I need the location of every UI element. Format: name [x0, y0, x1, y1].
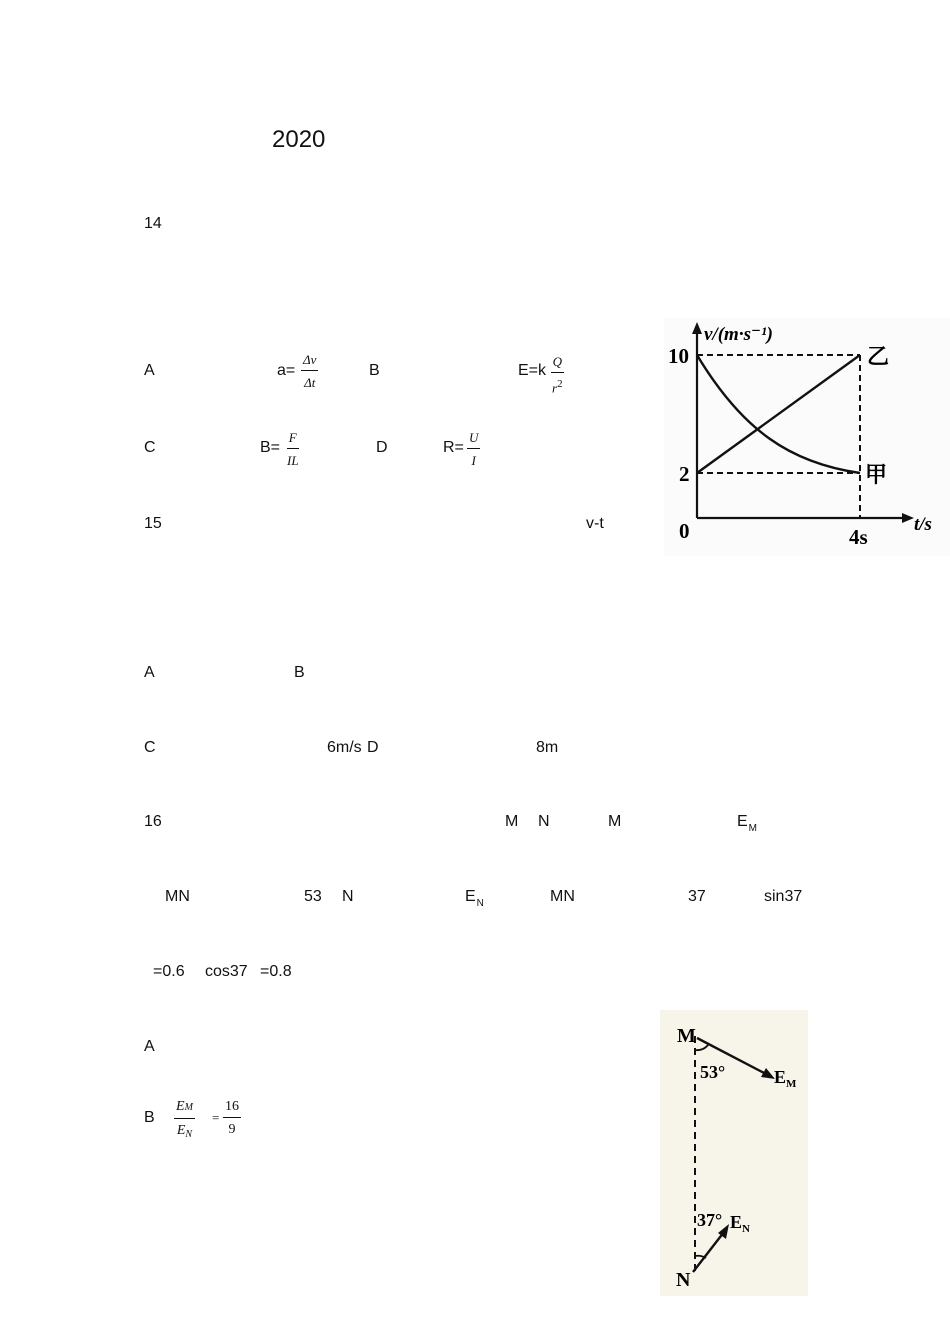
point-m-label: M	[677, 1025, 696, 1047]
q16-segment-mn: MN	[165, 888, 190, 905]
value-numerator: 16	[223, 1099, 241, 1118]
q16-cos-value: =0.8	[260, 963, 292, 980]
angle-arc-m	[695, 1045, 708, 1050]
curve-label-jia: 甲	[865, 462, 888, 487]
q16-point-n2: N	[342, 888, 354, 905]
q14-number: 14	[144, 215, 162, 232]
fraction-denominator: Δt	[304, 375, 316, 390]
fraction-denominator: I	[471, 453, 476, 468]
electric-field-diagram-svg	[660, 1010, 808, 1296]
q15-option-d-value: 8m	[536, 739, 559, 756]
curve-label-yi: 乙	[867, 344, 890, 369]
q14-option-c-fraction	[285, 430, 301, 468]
denominator-exponent: 2	[557, 378, 563, 390]
q16-cos37: cos37	[205, 963, 248, 980]
series-line-yi	[697, 355, 860, 473]
en-label: $E_N$	[730, 1212, 750, 1235]
q16-number: 16	[144, 813, 162, 830]
q16-field-en: $E_N$	[465, 888, 484, 909]
em-label: $E_M$	[774, 1067, 797, 1090]
q14-option-b-label: B	[369, 362, 380, 379]
q16-option-b-equals: =	[212, 1110, 220, 1125]
point-n-label: N	[676, 1269, 691, 1291]
angle-53-label: 53°	[700, 1062, 726, 1082]
velocity-time-graph-svg	[664, 318, 950, 556]
q15-option-c-value: 6m/s	[327, 739, 362, 756]
fraction-denominator: IL	[287, 453, 299, 468]
q14-option-a-label: A	[144, 362, 155, 379]
en-arrow-line	[693, 1232, 724, 1272]
y-axis-arrow	[692, 322, 702, 334]
q14-option-d-fraction	[467, 430, 480, 468]
q15-option-a-label: A	[144, 664, 155, 681]
ratio-denominator: $E_N$	[176, 1123, 193, 1140]
fraction-numerator: U	[467, 430, 480, 449]
q16-option-b-ratio	[174, 1099, 195, 1139]
em-arrow-head	[761, 1068, 775, 1079]
q16-option-a-label: A	[144, 1038, 155, 1055]
q16-point-m2: M	[608, 813, 622, 830]
x-axis-label: t/s	[914, 514, 932, 535]
x-tick-4s: 4s	[849, 525, 868, 549]
ratio-numerator: EM	[174, 1099, 195, 1119]
q14-option-d-lhs: R=	[443, 439, 464, 456]
y-tick-10: 10	[668, 344, 689, 368]
q16-segment-mn2: MN	[550, 888, 575, 905]
q16-angle-53: 53	[304, 888, 322, 905]
q16-field-em: $E_M$	[737, 813, 758, 834]
q16-point-n: N	[538, 813, 550, 830]
q15-option-d-label: D	[367, 739, 379, 756]
value-denominator: 9	[228, 1122, 236, 1137]
q14-option-d-label: D	[376, 439, 388, 456]
q16-option-b-value	[223, 1099, 241, 1137]
q14-option-b-fraction	[550, 354, 565, 395]
y-tick-2: 2	[679, 462, 690, 486]
x-axis-arrow	[902, 513, 914, 523]
q15-option-b-label: B	[294, 664, 305, 681]
denominator-base: r	[552, 380, 558, 396]
fraction-numerator: Δv	[301, 352, 318, 371]
q14-option-c-lhs: B=	[260, 439, 281, 456]
q14-option-b-lhs: E=k	[518, 362, 547, 379]
q15-graph-ref: v-t	[586, 515, 604, 532]
q16-angle-37: 37	[688, 888, 706, 905]
electric-field-diagram	[660, 1010, 808, 1296]
origin-label: 0	[679, 519, 690, 543]
fraction-numerator: Q	[551, 354, 564, 373]
angle-37-label: 37°	[697, 1210, 723, 1230]
q14-option-a-fraction	[301, 352, 318, 390]
q14-option-a-lhs: a=	[277, 362, 296, 379]
q15-number: 15	[144, 515, 162, 532]
q16-sin37: sin37	[764, 888, 803, 905]
velocity-time-graph	[664, 318, 950, 556]
q16-sin-value: =0.6	[153, 963, 185, 980]
q14-option-c-label: C	[144, 439, 156, 456]
q16-option-b-label: B	[144, 1109, 155, 1126]
q15-option-c-label: C	[144, 739, 156, 756]
y-axis-label: v/(m·s⁻¹)	[704, 324, 774, 345]
q16-point-m: M	[505, 813, 519, 830]
fraction-denominator	[550, 373, 565, 395]
page-title: 2020	[272, 126, 326, 153]
fraction-numerator: F	[287, 430, 299, 449]
